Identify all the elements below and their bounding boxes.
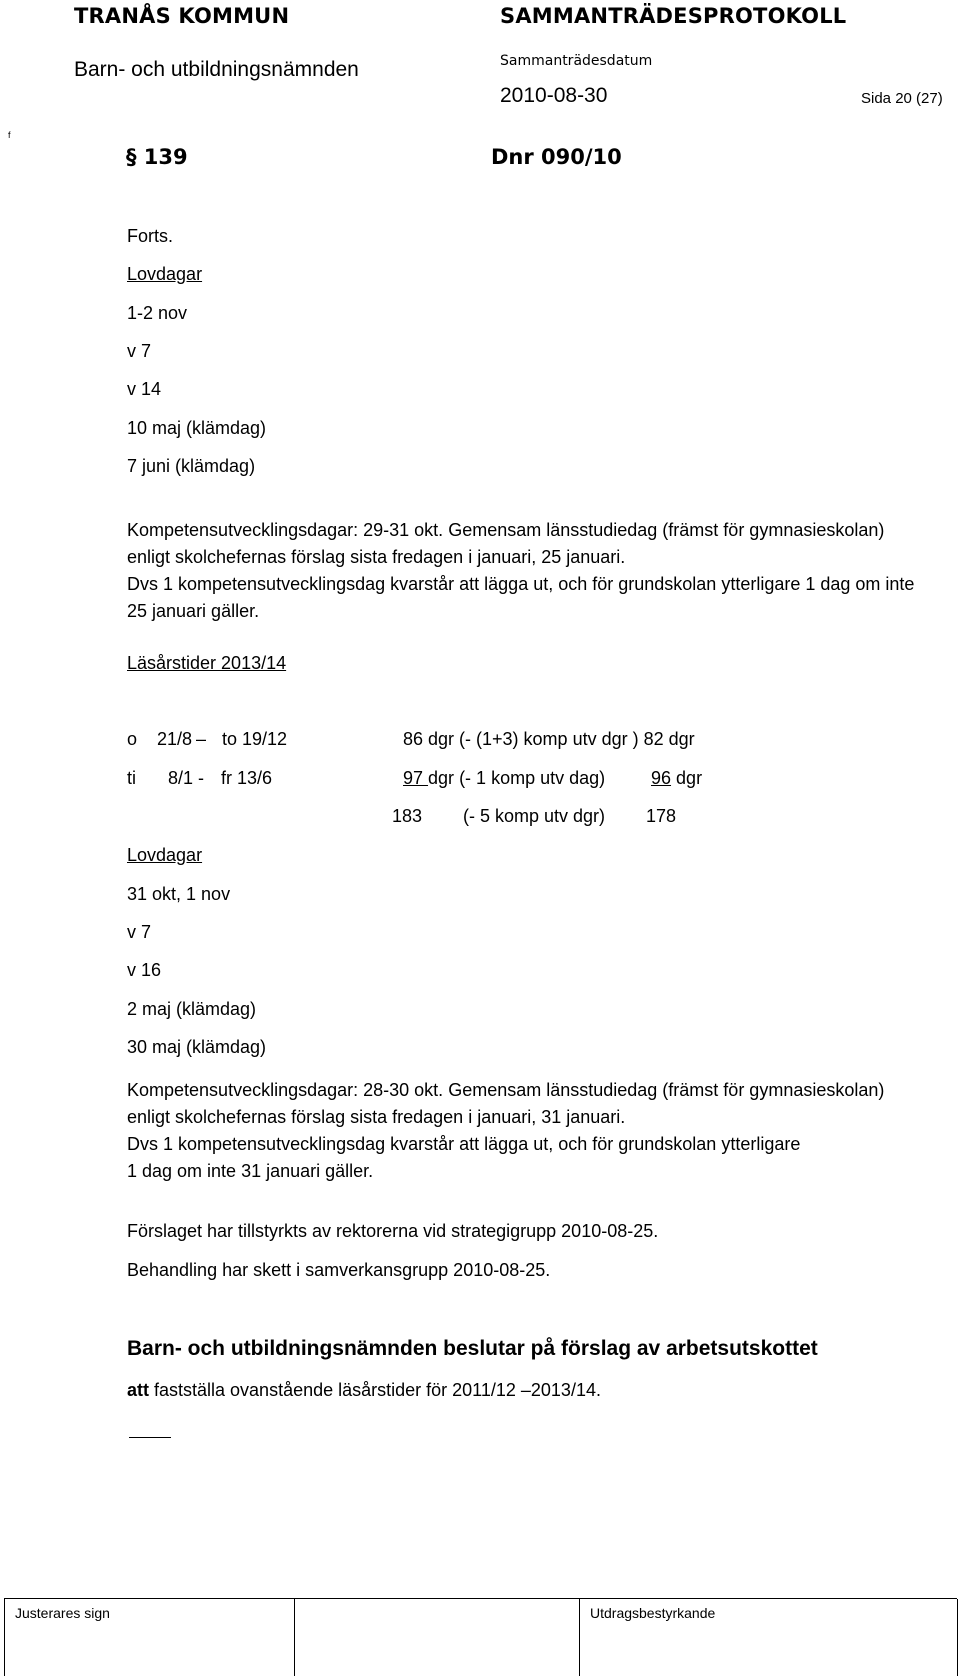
municipality-name: TRANÅS KOMMUN [74, 4, 290, 28]
lasarstider-title: Läsårstider 2013/14 [127, 653, 287, 673]
justerare-cell [4, 1599, 295, 1676]
row1-dash: – [196, 729, 207, 749]
row2-days: 97 [403, 768, 429, 788]
diary-number: Dnr 090/10 [491, 145, 622, 169]
lovdag-item: 7 juni (klämdag) [127, 456, 256, 476]
utdrag-label: Utdragsbestyrkande [590, 1605, 716, 1621]
komp-text-line: Kompetensutvecklingsdagar: 28-30 okt. Gemensam länsstudiedag (främst för gymnasieskolan) [127, 1080, 885, 1100]
section-number: § 139 [126, 145, 188, 169]
komp-text-line: enligt skolchefernas förslag sista fredagen i januari, 25 januari. [127, 547, 626, 567]
att-keyword: att [127, 1380, 149, 1400]
lovdag-item: v 16 [127, 960, 162, 980]
lovdag-item: v 7 [127, 922, 152, 942]
justerare-label: Justerares sign [15, 1605, 110, 1621]
lovdagar-title-2: Lovdagar [127, 845, 203, 865]
komp-text-line: Kompetensutvecklingsdagar: 29-31 okt. Gemensam länsstudiedag (främst för gymnasieskolan) [127, 520, 885, 540]
signature-cell [294, 1599, 580, 1676]
row2-day: ti [127, 768, 136, 788]
lovdagar-title-1: Lovdagar [127, 264, 203, 284]
row3-komp: (- 5 komp utv dgr) [463, 806, 606, 826]
forts-label: Forts. [127, 226, 174, 246]
row1-calc: 86 dgr (- (1+3) komp utv dgr ) 82 dgr [403, 729, 695, 749]
komp-text-line: Dvs 1 kompetensutvecklingsdag kvarstår att lägga ut, och för grundskolan ytterligare [127, 1134, 801, 1154]
row2-from: 8/1 - [168, 768, 205, 788]
komp-text-line: enligt skolchefernas förslag sista fredagen i januari, 31 januari. [127, 1107, 626, 1127]
komp-text-line: 1 dag om inte 31 januari gäller. [127, 1161, 374, 1181]
decision-body: fastställa ovanstående läsårstider för 2011/12 –2013/14. [149, 1380, 601, 1400]
utdrag-cell [579, 1599, 958, 1676]
page-number: Sida 20 (27) [861, 90, 943, 107]
meeting-date: 2010-08-30 [500, 84, 608, 107]
lovdag-item: 1-2 nov [127, 303, 188, 323]
decision-heading: Barn- och utbildningsnämnden beslutar på förslag av arbetsutskottet [127, 1337, 818, 1360]
lovdag-item: 30 maj (klämdag) [127, 1037, 267, 1057]
note-line: Förslaget har tillstyrkts av rektorerna vid strategigrupp 2010-08-25. [127, 1221, 659, 1241]
row3-result: 178 [646, 806, 677, 826]
row2-komp: (- 1 komp utv dag) [459, 768, 606, 788]
row1-day: o [127, 729, 138, 749]
row2-dgr: dgr [428, 768, 455, 788]
lovdag-item: 31 okt, 1 nov [127, 884, 231, 904]
komp-text-line: Dvs 1 kompetensutvecklingsdag kvarstår att lägga ut, och för grundskolan ytterligare 1 dag om inte [127, 574, 915, 594]
committee-name: Barn- och utbildningsnämnden [74, 58, 359, 81]
row1-from: 21/8 [157, 729, 193, 749]
lovdag-item: 2 maj (klämdag) [127, 999, 257, 1019]
row2-to: fr 13/6 [221, 768, 273, 788]
komp-text-line: 25 januari gäller. [127, 601, 260, 621]
date-label: Sammanträdesdatum [500, 53, 653, 69]
row3-total: 183 [392, 806, 423, 826]
protocol-title: SAMMANTRÄDESPROTOKOLL [500, 4, 847, 28]
lovdag-item: v 14 [127, 379, 162, 399]
lovdag-item: 10 maj (klämdag) [127, 418, 267, 438]
margin-mark: f [8, 130, 11, 140]
end-rule [129, 1437, 171, 1438]
row2-result: 96 dgr [651, 768, 703, 788]
note-line: Behandling har skett i samverkansgrupp 2010-08-25. [127, 1260, 551, 1280]
signature-footer [4, 1598, 957, 1676]
lovdag-item: v 7 [127, 341, 152, 361]
row1-to: to 19/12 [222, 729, 288, 749]
row2-calc [403, 768, 605, 789]
decision-text [127, 1380, 601, 1401]
